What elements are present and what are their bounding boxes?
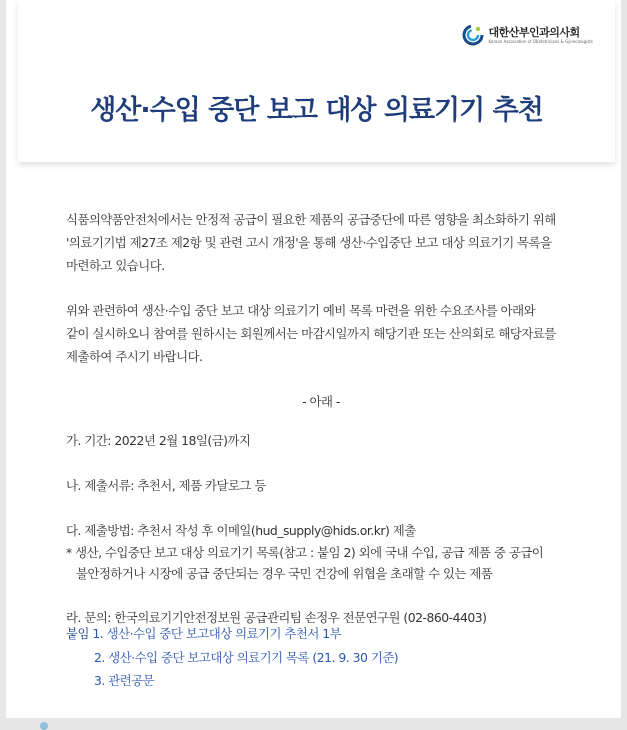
note-line-1: * 생산, 수입중단 보고 대상 의료기기 목록(참고 : 붙임 2) 외에 국내 수입, 공급 제품 중 공급이 bbox=[66, 545, 544, 560]
association-logo[interactable] bbox=[462, 24, 593, 46]
request-line-3: 제출하여 주시기 바랍니다. bbox=[66, 349, 203, 364]
intro-line-1: 식품의약품안전처에서는 안정적 공급이 필요한 제품의 공급중단에 따른 영향을 최소화하기 위해 bbox=[66, 212, 556, 227]
header-banner bbox=[18, 0, 615, 162]
page-title: 생산·수입 중단 보고 대상 의료기기 추천 bbox=[90, 95, 543, 126]
document-sheet bbox=[6, 0, 621, 718]
period-item: 가. 기간: 2022년 2월 18일(금)까지 bbox=[66, 433, 251, 448]
request-line-1: 위와 관련하여 생산·수입 중단 보고 대상 의료기기 예비 목록 마련을 위한 수요조사를 아래와 bbox=[66, 303, 536, 318]
note-line-2: 불안정하거나 시장에 공급 중단되는 경우 국민 건강에 위협을 초래할 수 있는 제품 bbox=[76, 566, 493, 581]
attachments-list bbox=[66, 622, 398, 693]
below-marker: - 아래 - bbox=[302, 394, 340, 409]
attachment-link-3[interactable]: 3. 관련공문 bbox=[94, 673, 155, 688]
contact-item: 라. 문의: 한국의료기기안전정보원 공급관리팀 손정우 전문연구원 (02-860-4403) bbox=[66, 610, 487, 625]
method-item: 다. 제출방법: 추천서 작성 후 이메일(hud_supply@hids.or.kr) 제출 bbox=[66, 523, 416, 538]
attachment-link-2[interactable]: 2. 생산·수입 중단 보고대상 의료기기 목록 (21. 9. 30 기준) bbox=[94, 649, 399, 665]
intro-line-3: 마련하고 있습니다. bbox=[66, 258, 165, 273]
bottom-decoration-icon bbox=[40, 722, 48, 730]
logo-name-kr: 대한산부인과의사회 bbox=[488, 26, 580, 39]
intro-line-2: '의료기기법 제27조 제2항 및 관련 고시 개정'을 통해 생산·수입중단 보고 대상 의료기기 목록을 bbox=[66, 235, 552, 250]
attachments-label: 붙임 bbox=[66, 626, 89, 641]
documents-item: 나. 제출서류: 추천서, 제품 카달로그 등 bbox=[66, 478, 266, 493]
request-line-2: 같이 실시하오니 참여를 원하시는 회원께서는 마감시일까지 해당기관 또는 산의회로 해당자료를 bbox=[66, 326, 556, 341]
logo-emblem-icon bbox=[462, 24, 484, 46]
notice-body bbox=[66, 208, 586, 629]
attachment-link-1[interactable]: 1. 생산·수입 중단 보고대상 의료기기 추천서 1부 bbox=[92, 626, 342, 641]
logo-name-en: Korean Association of Obstetricians & Gynecologists bbox=[488, 39, 593, 44]
